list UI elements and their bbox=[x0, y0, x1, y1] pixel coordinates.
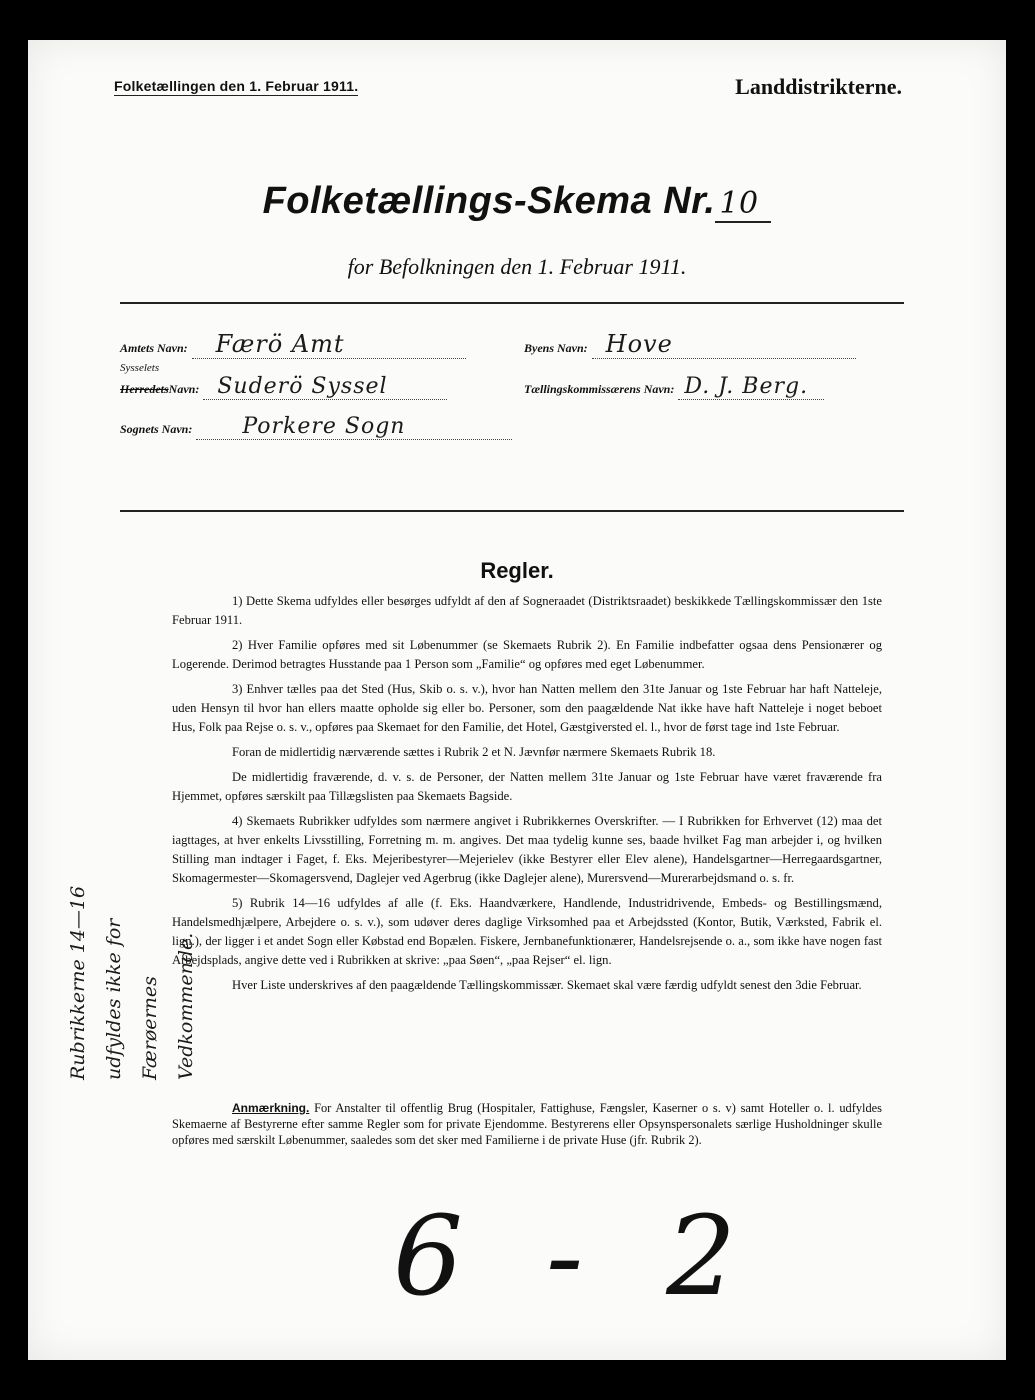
margin-note-line: Rubrikkerne 14—16 bbox=[67, 885, 89, 1080]
rule-paragraph: 3) Enhver tælles paa det Sted (Hus, Skib o. s. v.), hvor han Natten mellem den 31te Januar og 1ste Februar har haft Natteleje, uden Hensyn til hvor han ellers maatte opholde sig eller bo. Personer, som den paagældende Nat ikke have haft Natteleje i noget beboet Hus, Folk paa Rejse o. s. v., opføres paa Skemaet for den Familie, det Hotel, Gæstgiversted el. l., hvor de først tage ind 1ste Februar. bbox=[172, 682, 882, 734]
herred-value: Suderö Syssel bbox=[203, 374, 447, 400]
rule-paragraph: 4) Skemaets Rubrikker udfyldes som nærmere angivet i Rubrikkernes Overskrifter. — I Rubrikken for Erhvervet (12) maa det iagttages, at hver enkelts Livsstilling, Forretning m. m. angives. Det maa tydelig kunne ses, baade hvilket Fag man arbejder i, og hvilken Stilling man indtager i Faget, f. Eks. Mejeribestyrer—Mejerielev (ikke Bestyrer eller Elev alene), Handelsgartner—Herregaardsgartner, Skomagermester—Skomagersvend, Daglejer ved Agerbrug (ikke Daglejer alene), Murersvend—Murerarbejdsmand o. s. fr. bbox=[172, 814, 882, 885]
rule-paragraph: De midlertidig fraværende, d. v. s. de Personer, der Natten mellem 31te Januar og 1ste Februar have været fraværende fra Hjemmet, opføres særskilt paa Tillægslisten paa Skemaets Bagside. bbox=[172, 770, 882, 803]
margin-note-line: Færøernes Vedkommende. bbox=[139, 932, 197, 1080]
handwritten-reference-number: 6 - 2 bbox=[393, 1192, 761, 1320]
byen-value: Hove bbox=[592, 330, 856, 359]
form-title-text: Folketællings-Skema Nr. bbox=[262, 180, 716, 222]
field-byen bbox=[524, 330, 904, 359]
field-sogn bbox=[120, 414, 520, 440]
byen-label: Byens Navn: bbox=[524, 341, 588, 355]
rules-heading: Regler. bbox=[480, 558, 554, 583]
amt-label: Amtets Navn: bbox=[120, 341, 188, 355]
annotation-text: For Anstalter til offentlig Brug (Hospitaler, Fattighuse, Fængsler, Kaserner o s. v) samt Hoteller o. l. udfyldes Skemaerne af Bestyrerne efter samme Regler som for private Ejendomme. Bestyrerens eller Opsynspersonalets særlige Husholdninger skulle opføres med særskilt Løbenummer, saaledes som det sker med Familierne i de private Huse (jfr. Rubrik 2). bbox=[172, 1101, 882, 1147]
header-district-type: Landdistrikterne. bbox=[735, 74, 902, 99]
rule-paragraph: 1) Dette Skema udfyldes eller besørges udfyldt af den af Sogneraadet (Distriktsraadet) beskikkede Tællingskommissær den 1ste Februar 1911. bbox=[172, 594, 882, 627]
annotation-label: Anmærkning. bbox=[232, 1101, 310, 1115]
field-amt bbox=[120, 330, 500, 359]
annotation-note bbox=[172, 1100, 882, 1148]
rule-paragraph: Foran de midlertidig nærværende sættes i Rubrik 2 et N. Jævnfør nærmere Skemaets Rubrik 18. bbox=[232, 745, 716, 759]
margin-note-line: udfyldes ikke for bbox=[103, 918, 125, 1080]
herred-correction: Sysselets bbox=[120, 362, 160, 374]
census-form-page bbox=[28, 40, 1006, 1360]
field-kommissaer bbox=[524, 374, 924, 400]
kommissaer-value: D. J. Berg. bbox=[678, 374, 824, 400]
form-number: 10 bbox=[715, 186, 771, 223]
form-title bbox=[28, 180, 1006, 223]
amt-value: Færö Amt bbox=[192, 330, 466, 359]
divider-top bbox=[120, 302, 904, 304]
rule-paragraph: 2) Hver Familie opføres med sit Løbenummer (se Skemaets Rubrik 2). En Familie indbefatter ogsaa dens Pensionærer og Logerende. Derimod betragtes Husstande paa 1 Person som „Familie“ og opføres med eget Løbenummer. bbox=[172, 638, 882, 671]
rule-paragraph: 5) Rubrik 14—16 udfyldes af alle (f. Eks. Haandværkere, Handlende, Industridrivende, Embeds- og Bestillingsmænd, Handelsmedhjælpere, Arbejdere o. s. v.), som udøver deres daglige Virksomhed paa et Arbejdssted (Kontor, Butik, Værksted, Fabrik el. lign.), der ligger i et andet Sogn eller Købstad end Bopælen. Fiskere, Jernbanefunktionærer, Handelsrejsende o. a., som ikke have nogen fast Arbejdsplads, angive dette ved i Rubrikken at skrive: „paa Søen“, „paa Rejser“ el. lign. bbox=[172, 896, 882, 967]
margin-handwritten-note bbox=[60, 830, 204, 1080]
kommissaer-label: Tællingskommissærens Navn: bbox=[524, 382, 675, 396]
sogn-value: Porkere Sogn bbox=[196, 414, 512, 440]
divider-bottom bbox=[120, 510, 904, 512]
field-herred bbox=[120, 362, 520, 400]
herred-label-struck: Herredets bbox=[120, 382, 169, 396]
form-subtitle: for Befolkningen den 1. Februar 1911. bbox=[347, 254, 687, 279]
rules-body bbox=[172, 592, 882, 1001]
sogn-label: Sognets Navn: bbox=[120, 422, 193, 436]
header-census-date: Folketællingen den 1. Februar 1911. bbox=[114, 78, 359, 94]
rule-paragraph: Hver Liste underskrives af den paagældende Tællingskommissær. Skemaet skal være færdig udfyldt senest den 3die Februar. bbox=[232, 978, 862, 992]
herred-label: Navn: bbox=[168, 382, 200, 396]
